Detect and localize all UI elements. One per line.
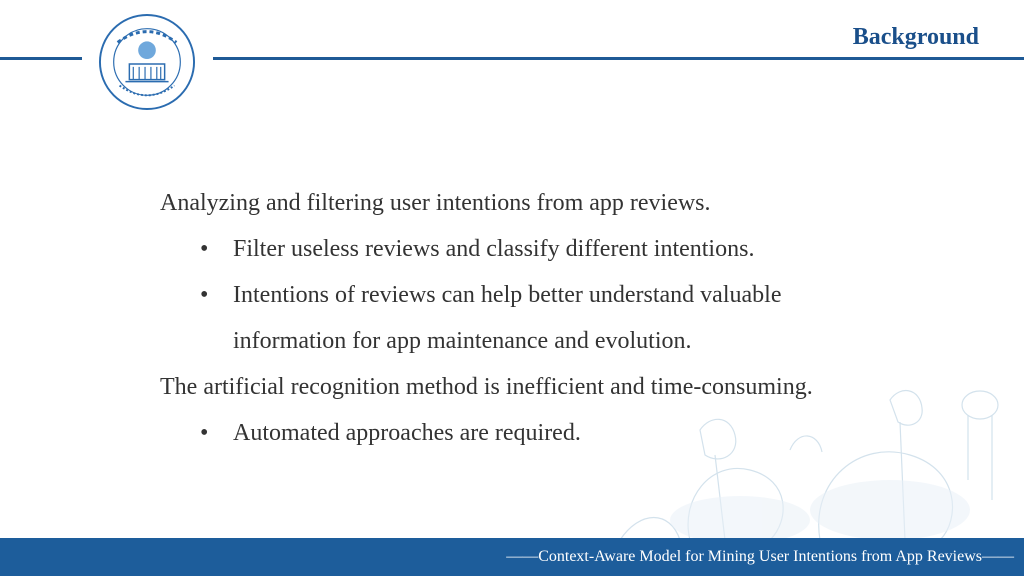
section-title: Background bbox=[852, 24, 979, 50]
bullet-dot: • bbox=[200, 282, 209, 308]
footer-title: ——Context-Aware Model for Mining User Intentions from App Reviews—— bbox=[506, 548, 1014, 565]
bullet-dot: • bbox=[200, 236, 209, 262]
bullet-filter-text: Filter useless reviews and classify different intentions. bbox=[233, 236, 755, 262]
bullet-intentions-continuation: information for app maintenance and evolution. bbox=[233, 328, 692, 354]
point-artificial-recognition: The artificial recognition method is inefficient and time-consuming. bbox=[160, 374, 813, 400]
bullet-automated-text: Automated approaches are required. bbox=[233, 420, 581, 446]
bullet-intentions-text: Intentions of reviews can help better understand valuable bbox=[233, 282, 782, 308]
footer-bar bbox=[0, 538, 1024, 576]
bullet-automated bbox=[160, 410, 880, 456]
university-logo bbox=[98, 13, 196, 111]
bullet-dot: • bbox=[200, 420, 209, 446]
bullet-filter bbox=[160, 226, 880, 272]
slide-body bbox=[160, 180, 880, 456]
bullet-intentions bbox=[160, 272, 880, 318]
header-rule-left bbox=[0, 57, 82, 60]
point-analyzing: Analyzing and filtering user intentions from app reviews. bbox=[160, 190, 711, 216]
header-rule-right bbox=[213, 57, 1024, 60]
